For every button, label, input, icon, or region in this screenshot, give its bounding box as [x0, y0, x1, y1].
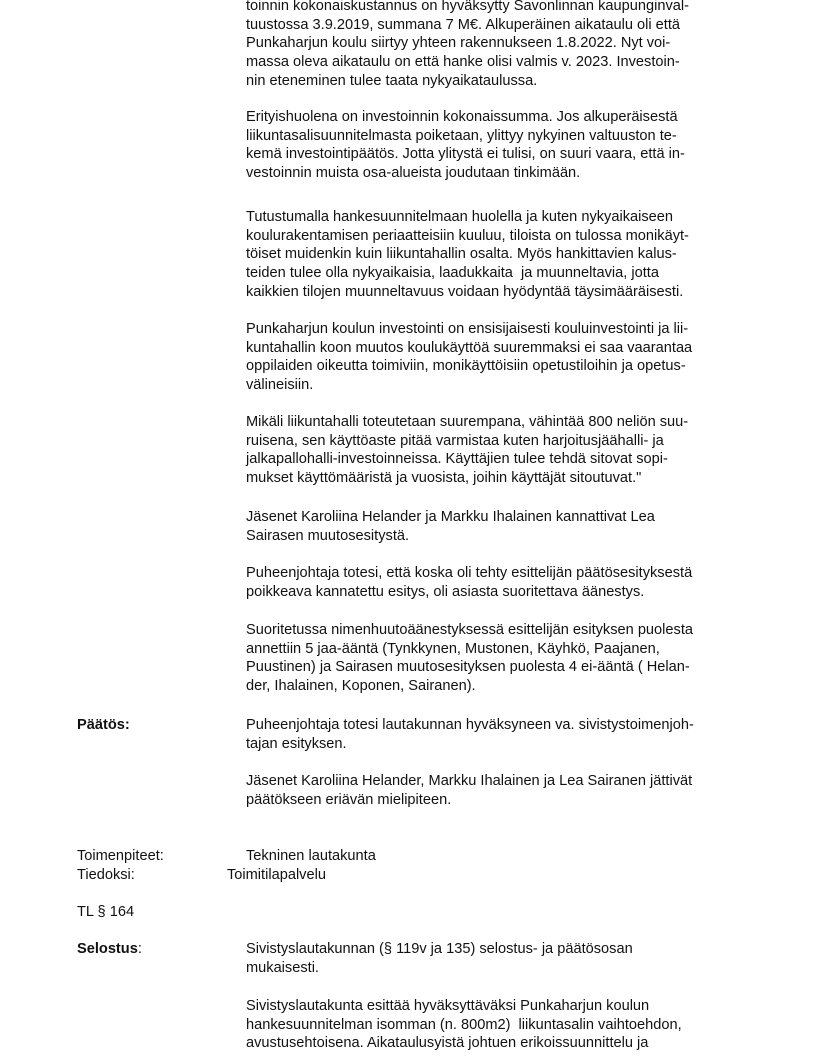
text-line: nin eteneminen tulee taata nykyaikataulussa. [246, 72, 538, 89]
paragraph-vote-required [246, 564, 746, 601]
text-line: mukaisesti. [246, 959, 319, 976]
text-line: Punkaharjun koulu siirtyy yhteen rakennukseen 1.8.2022. Nyt voi- [246, 35, 671, 52]
actions-value: Tekninen lautakunta [246, 848, 376, 864]
text-line: mukset käyttömääristä ja vuosista, joihin käyttäjät sitoutuvat." [246, 470, 642, 487]
text-line: vestoinnin muista osa-alueista joudutaan tinkimään. [246, 165, 581, 182]
text-line: avustusehtoisena. Aikataulusyistä johtuen erikoissuunnittelu ja [246, 1035, 649, 1052]
text-line: välineisiin. [246, 377, 314, 394]
decision-label: Päätös: [77, 717, 130, 733]
text-line: Jäsenet Karoliina Helander, Markku Ihalainen ja Lea Sairanen jättivät [246, 773, 693, 789]
text-line: annettiin 5 jaa-ääntä (Tynkkynen, Mustonen, Käyhkö, Paajanen, [246, 640, 660, 657]
text-line: jalkapallohalli-investoinneissa. Käyttäjien tulee tehdä sitovat sopi- [246, 451, 668, 468]
text-line: kaikkien tilojen muunneltavuus voidaan hyödyntää täysimääräisesti. [246, 283, 684, 300]
text-line: koulurakentamisen periaatteisiin kuuluu, tiloista on tulossa monikäyt- [246, 227, 689, 244]
paragraph-total-sum-concern [246, 108, 746, 183]
for-information-label: Tiedoksi: [77, 867, 135, 883]
paragraph-school-investment [246, 320, 746, 395]
paragraph-dissent [246, 772, 746, 809]
text-line: Tutustumalla hankesuunnitelmaan huolella ja kuten nykyaikaiseen [246, 209, 673, 225]
text-line: Sairasen muutosesitystä. [246, 527, 410, 544]
text-line: kemä investointipäätös. Jotta ylitystä ei tulisi, on suuri vaara, että in- [246, 146, 685, 163]
text-line: tuustossa 3.9.2019, summana 7 M€. Alkuperäinen aikataulu oli että [246, 16, 681, 33]
explanation-label [77, 940, 142, 959]
paragraph-proposal [246, 997, 746, 1053]
paragraph-larger-hall [246, 413, 746, 488]
text-line: liikuntasalisuunnitelmasta poiketaan, ylittyy nykyinen valtuuston te- [246, 127, 677, 144]
text-line: Mikäli liikuntahalli toteutetaan suurempana, vähintää 800 neliön suu- [246, 414, 689, 430]
text-line: päätökseen eriävän mielipiteen. [246, 791, 452, 808]
text-line: massa oleva aikataulu on että hanke olisi valmis v. 2023. Investoin- [246, 54, 680, 71]
text-line: oppilaiden oikeutta toimiviin, monikäyttöisiin opetustiloihin ja opetus- [246, 358, 686, 375]
text-line: poikkeava kannatettu esitys, oli asiasta suoritettava äänestys. [246, 583, 645, 600]
paragraph-members-support [246, 508, 746, 545]
text-line: Punkaharjun koulun investointi on ensisijaisesti kouluinvestointi ja lii- [246, 321, 689, 337]
text-line: Suoritetussa nimenhuutoäänestyksessä esittelijän esityksen puolesta [246, 622, 693, 638]
explanation-label-text: Selostus [77, 941, 138, 957]
text-line: Jäsenet Karoliina Helander ja Markku Ihalainen kannattivat Lea [246, 509, 655, 525]
text-line: Puheenjohtaja totesi, että koska oli tehty esittelijän päätösesityksestä [246, 565, 693, 581]
text-line: töiset muidenkin kuin liikuntahallin osalta. Myös hankittavien kalus- [246, 246, 677, 263]
paragraph-decision [246, 716, 746, 753]
text-line: teiden tulee olla nykyaikaisia, laadukkaita ja muunneltavia, jotta [246, 265, 659, 282]
explanation-label-colon: : [137, 941, 142, 957]
actions-label: Toimenpiteet: [77, 848, 164, 864]
text-line: der, Ihalainen, Koponen, Sairanen). [246, 678, 476, 695]
text-line: Erityishuolena on investoinnin kokonaissumma. Jos alkuperäisestä [246, 109, 678, 125]
text-line: tajan esityksen. [246, 735, 347, 752]
paragraph-multiuse-spaces [246, 208, 746, 302]
text-line: Puustinen) ja Sairasen muutosesityksen puolesta 4 ei-ääntä ( Helan- [246, 659, 690, 676]
text-line: Sivistyslautakunnan (§ 119v ja 135) selostus- ja päätösosan [246, 941, 633, 957]
section-reference: TL § 164 [77, 904, 135, 920]
text-line: toinnin kokonaiskustannus on hyväksytty Savonlinnan kaupunginval- [246, 0, 689, 14]
paragraph-investment-schedule [246, 0, 746, 91]
text-line: kuntahallin koon muutos koulukäyttöä suuremmaksi ei saa vaarantaa [246, 339, 693, 356]
paragraph-vote-result [246, 621, 746, 696]
text-line: hankesuunnitelman isomman (n. 800m2) liikuntasalin vaihtoehdon, [246, 1016, 682, 1033]
text-line: Puheenjohtaja totesi lautakunnan hyväksyneen va. sivistystoimenjoh- [246, 717, 694, 733]
for-information-value: Toimitilapalvelu [227, 867, 326, 883]
text-line: Sivistyslautakunta esittää hyväksyttäväksi Punkaharjun koulun [246, 998, 650, 1014]
paragraph-explanation [246, 940, 746, 977]
text-line: ruisena, sen käyttöaste pitää varmistaa kuten harjoitusjäähalli- ja [246, 432, 664, 449]
